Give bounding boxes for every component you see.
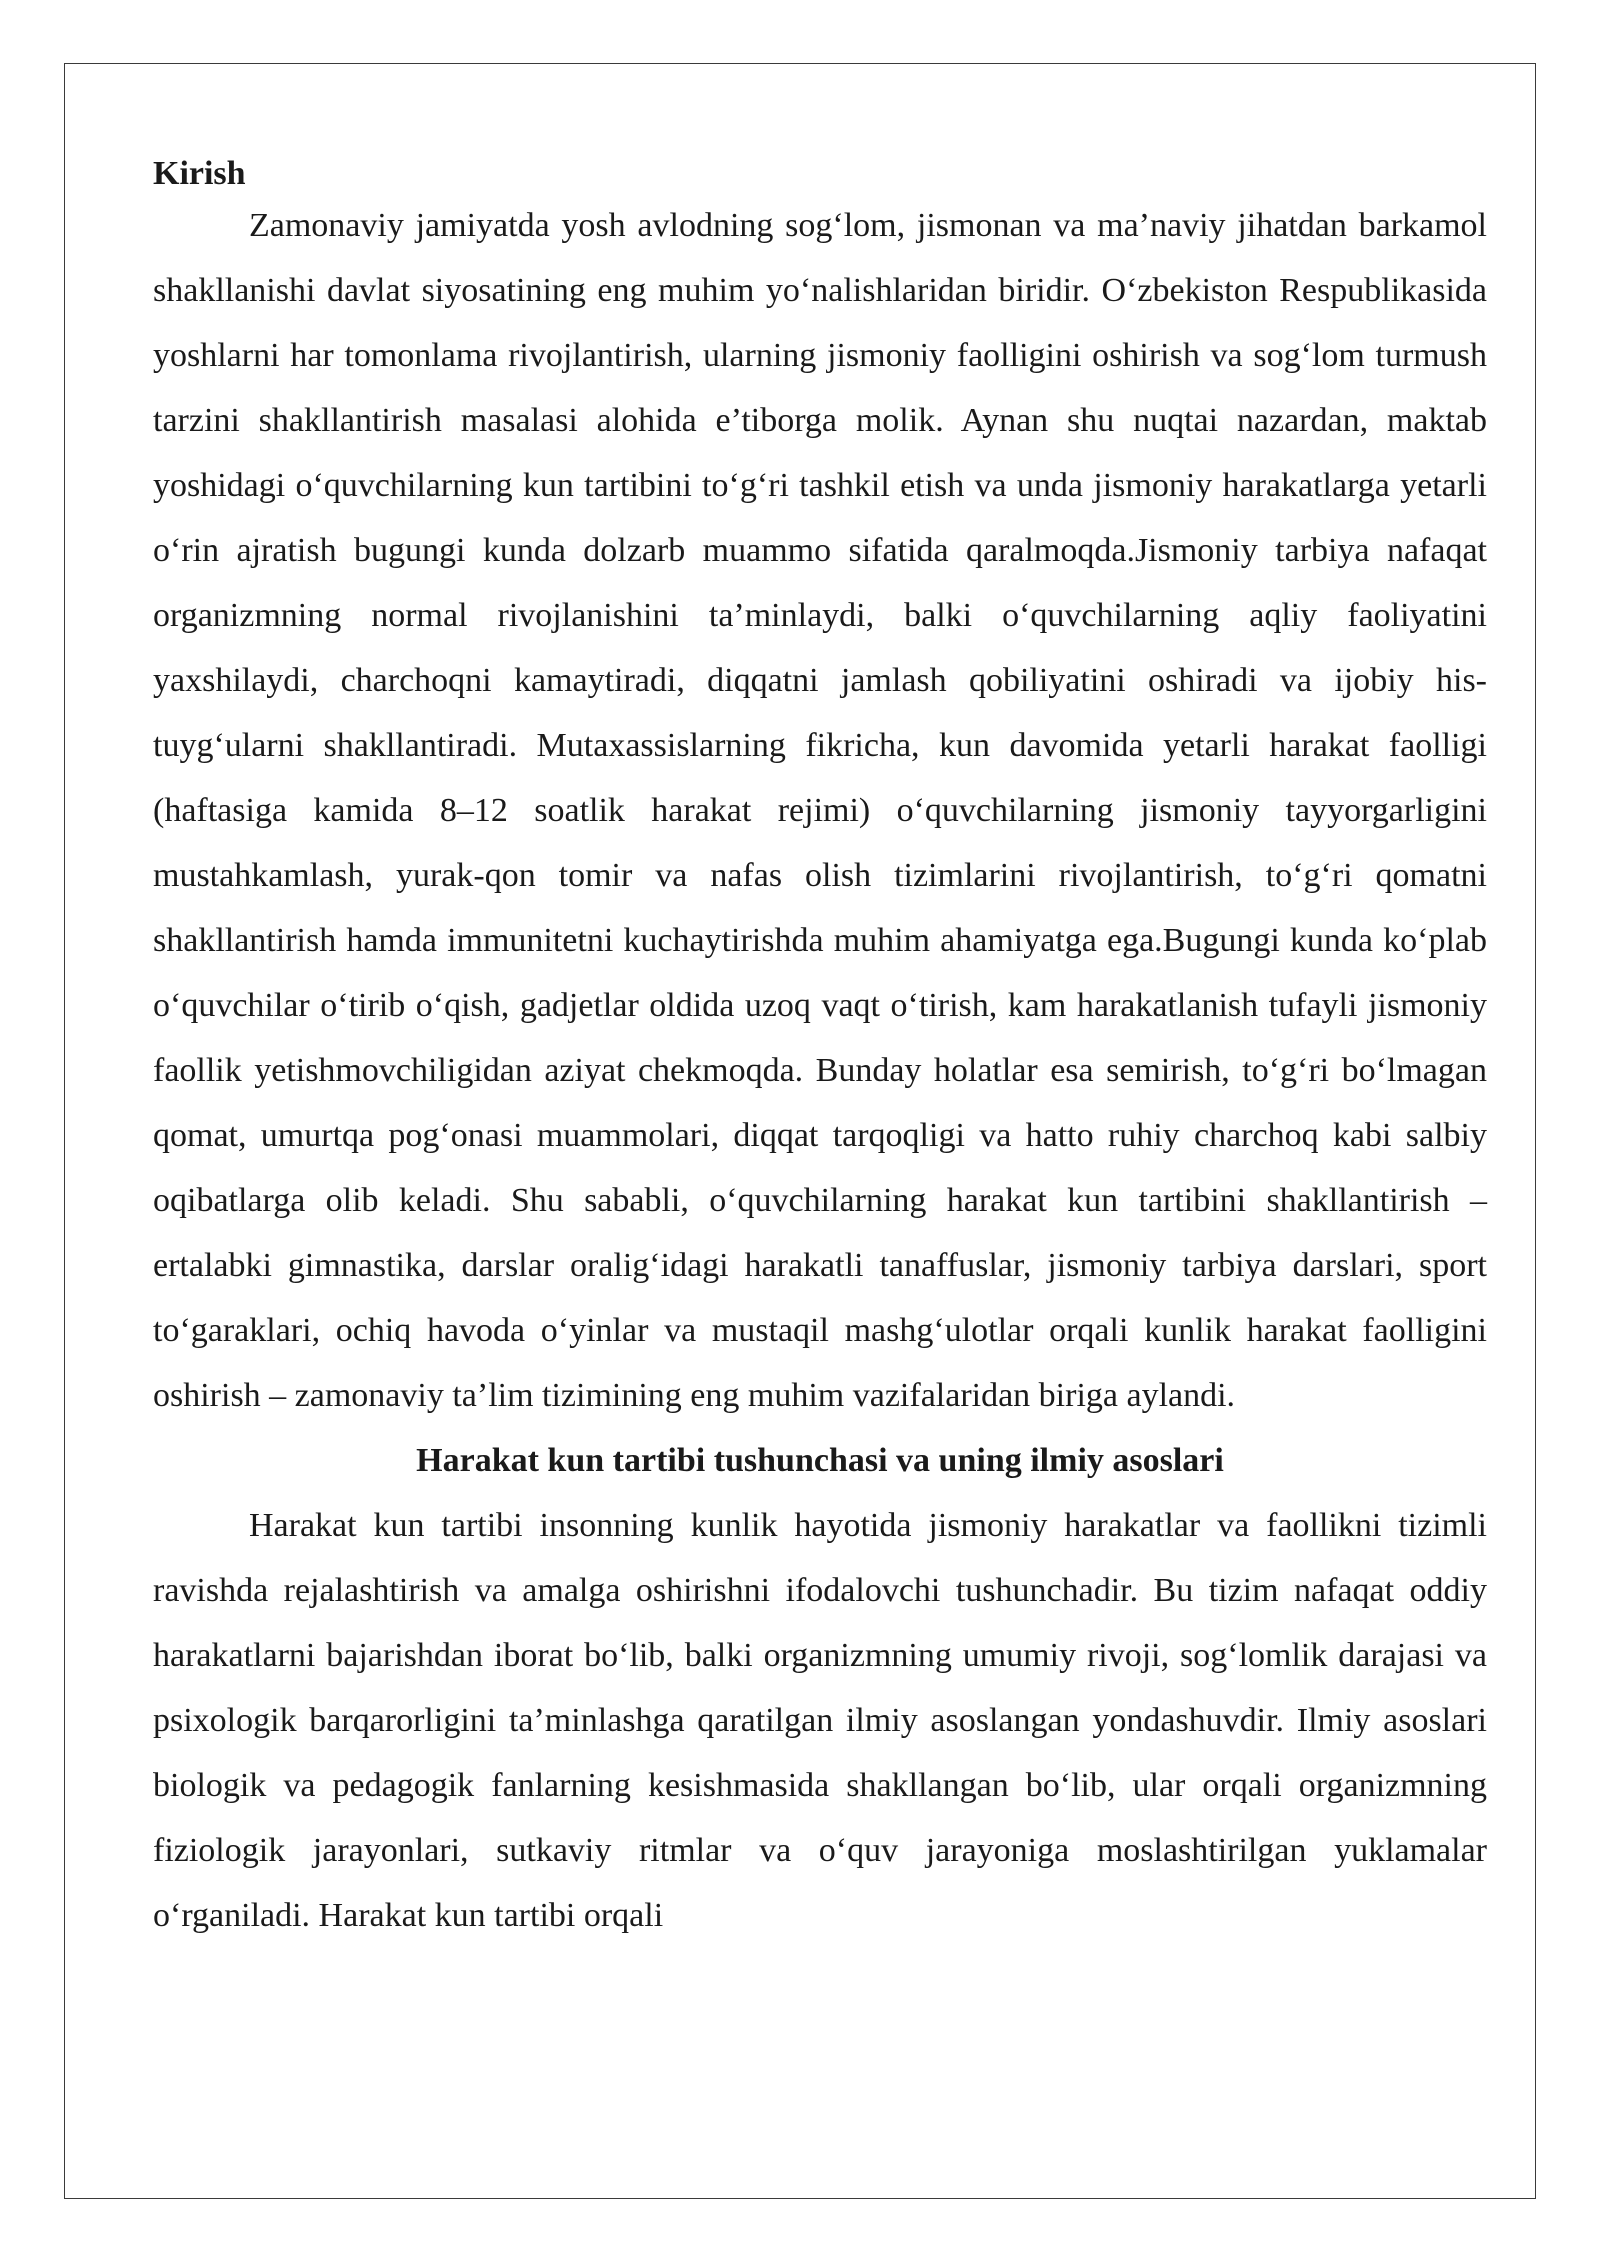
document-heading: Kirish xyxy=(153,155,246,192)
section-paragraph: Harakat kun tartibi insonning kunlik hayotida jismoniy harakatlar va faollikni tizimli ravishda rejalashtirish va amalga oshirishni ifodalovchi tushunchadir. Bu tizim nafaqat oddiy harakatlarni bajarishdan iborat bo‘lib, balki organizmning umumiy rivoji, sog‘lomlik darajasi va psixologik barqarorligini ta’minlashga qaratilgan ilmiy asoslangan yondashuvdir. Ilmiy asoslari biologik va pedagogik fanlarning kesishmasida shakllangan bo‘lib, ular orqali organizmning fiziologik jarayonlari, sutkaviy ritmlar va o‘quv jarayoniga moslashtirilgan yuklamalar o‘rganiladi. Harakat kun tartibi orqali xyxy=(153,1507,1487,1934)
section-title: Harakat kun tartibi tushunchasi va uning ilmiy asoslari xyxy=(416,1442,1224,1479)
document-body xyxy=(153,148,1487,1948)
intro-paragraph: Zamonaviy jamiyatda yosh avlodning sog‘lom, jismonan va ma’naviy jihatdan barkamol shakllanishi davlat siyosatining eng muhim yo‘nalishlaridan biridir. O‘zbekiston Respublikasida yoshlarni har tomonlama rivojlantirish, ularning jismoniy faolligini oshirish va sog‘lom turmush tarzini shakllantirish masalasi alohida e’tiborga molik. Aynan shu nuqtai nazardan, maktab yoshidagi o‘quvchilarning kun tartibini to‘g‘ri tashkil etish va unda jismoniy harakatlarga yetarli o‘rin ajratish bugungi kunda dolzarb muammo sifatida qaralmoqda.Jismoniy tarbiya nafaqat organizmning normal rivojlanishini ta’minlaydi, balki o‘quvchilarning aqliy faoliyatini yaxshilaydi, charchoqni kamaytiradi, diqqatni jamlash qobiliyatini oshiradi va ijobiy his-tuyg‘ularni shakllantiradi. Mutaxassislarning fikricha, kun davomida yetarli harakat faolligi (haftasiga kamida 8–12 soatlik harakat rejimi) o‘quvchilarning jismoniy tayyorgarligini mustahkamlash, yurak-qon tomir va nafas olish tizimlarini rivojlantirish, to‘g‘ri qomatni shakllantirish hamda immunitetni kuchaytirishda muhim ahamiyatga ega.Bugungi kunda ko‘plab o‘quvchilar o‘tirib o‘qish, gadjetlar oldida uzoq vaqt o‘tirish, kam harakatlanish tufayli jismoniy faollik yetishmovchiligidan aziyat chekmoqda. Bunday holatlar esa semirish, to‘g‘ri bo‘lmagan qomat, umurtqa pog‘onasi muammolari, diqqat tarqoqligi va hatto ruhiy charchoq kabi salbiy oqibatlarga olib keladi. Shu sababli, o‘quvchilarning harakat kun tartibini shakllantirish – ertalabki gimnastika, darslar oralig‘idagi harakatli tanaffuslar, jismoniy tarbiya darslari, sport to‘garaklari, ochiq havoda o‘yinlar va mustaqil mashg‘ulotlar orqali kunlik harakat faolligini oshirish – zamonaviy ta’lim tizimining eng muhim vazifalaridan biriga aylandi. xyxy=(153,207,1487,1414)
